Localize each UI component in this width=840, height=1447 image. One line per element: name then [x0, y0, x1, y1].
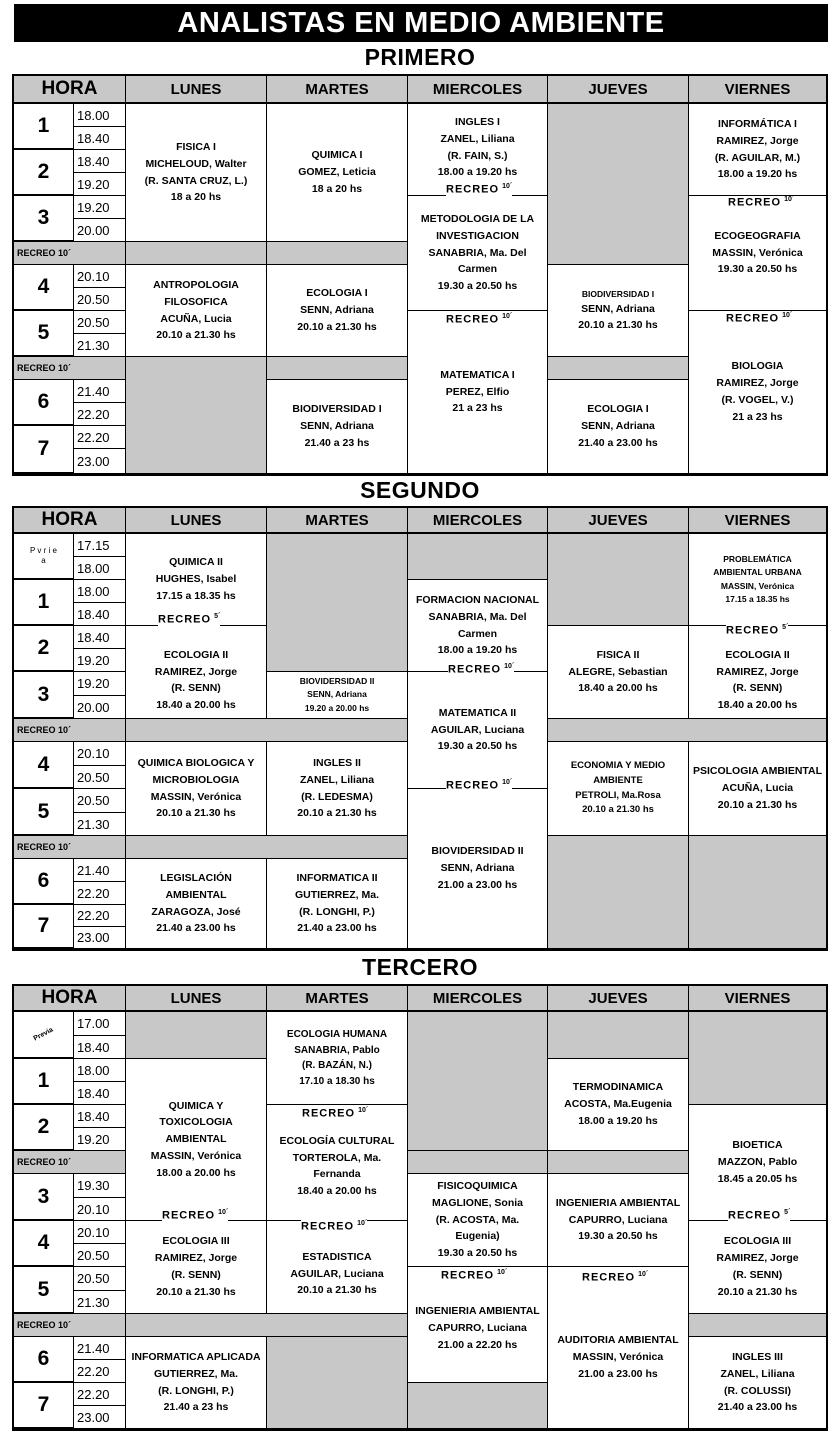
time-cell: 20.50 — [74, 1244, 126, 1267]
class-block: AUDITORIA AMBIENTAL MASSIN, Verónica 21.00 a 23.00 hs — [548, 1267, 689, 1429]
previa-label: P v r i e a — [14, 534, 74, 580]
section-title-primero: PRIMERO — [364, 44, 476, 70]
class-block: INGLES I ZANEL, Liliana (R. FAIN, S.) 18.00 a 19.20 hs — [408, 104, 548, 196]
recess-band — [548, 1151, 689, 1174]
class-block: FORMACION NACIONAL SANABRIA, Ma. Del Carmen 18.00 a 19.20 hs — [408, 580, 548, 672]
time-cell: 22.20 — [74, 1383, 126, 1406]
time-cell: 18.40 — [74, 1036, 126, 1059]
class-block: BIODIVERSIDAD I SENN, Adriana 20.10 a 21.30 hs — [548, 265, 689, 357]
period-number: 2 — [14, 626, 74, 672]
recreo-marker: RECREO $^{10´}$ — [446, 313, 513, 326]
time-cell: 18.40 — [74, 1105, 126, 1128]
class-block: ECOLOGÍA CULTURAL TORTEROLA, Ma. Fernanda 18.40 a 20.00 hs — [267, 1105, 408, 1221]
header-lunes: LUNES — [126, 76, 267, 104]
time-cell: 20.50 — [74, 311, 126, 334]
time-cell: 18.00 — [74, 580, 126, 603]
period-number: 6 — [14, 1337, 74, 1383]
recess-band — [689, 1314, 826, 1337]
time-cell: 17.00 — [74, 1012, 126, 1036]
class-block: QUIMICA Y TOXICOLOGIA AMBIENTAL MASSIN, Verónica 18.00 a 20.00 hs — [126, 1059, 267, 1221]
empty-slot — [689, 836, 826, 949]
time-cell: 22.20 — [74, 882, 126, 905]
class-block: BIOLOGIA RAMIREZ, Jorge (R. VOGEL, V.) 21 a 23 hs — [689, 311, 826, 474]
header-viernes: VIERNES — [689, 986, 826, 1012]
schedule-table-primero — [12, 74, 828, 476]
recreo-marker: RECREO $^{5´}$ — [728, 1209, 791, 1222]
recess-band — [126, 836, 408, 859]
recess-label: RECREO 10´ — [14, 242, 126, 265]
time-cell: 20.50 — [74, 766, 126, 789]
time-cell: 19.20 — [74, 196, 126, 219]
header-hora: HORA — [14, 986, 126, 1012]
recess-band — [126, 1314, 408, 1337]
class-block: ECOLOGIA III RAMIREZ, Jorge (R. SENN) 20.10 a 21.30 hs — [689, 1221, 826, 1314]
period-number: 4 — [14, 1221, 74, 1267]
class-block: BIOVIDERSIDAD II SENN, Adriana 21.00 a 23.00 hs — [408, 789, 548, 949]
previa-cell — [14, 1012, 74, 1059]
time-cell: 20.10 — [74, 265, 126, 288]
class-block: INFORMATICA APLICADA GUTIERREZ, Ma. (R. LONGHI, P.) 21.40 a 23 hs — [126, 1337, 267, 1429]
empty-slot — [548, 534, 689, 626]
recess-label: RECREO 10´ — [14, 1314, 126, 1337]
time-cell: 18.00 — [74, 557, 126, 580]
class-block: MATEMATICA II AGUILAR, Luciana 19.30 a 20.50 hs — [408, 672, 548, 789]
recess-band — [126, 719, 408, 742]
header-martes: MARTES — [267, 986, 408, 1012]
time-cell: 21.30 — [74, 1291, 126, 1314]
class-block: ECOGEOGRAFIA MASSIN, Verónica 19.30 a 20.50 hs — [689, 196, 826, 311]
recess-band — [267, 242, 408, 265]
empty-slot — [126, 1012, 267, 1059]
header-viernes: VIERNES — [689, 76, 826, 104]
recreo-marker: RECREO $^{10´}$ — [446, 183, 513, 196]
time-cell: 20.10 — [74, 742, 126, 766]
schedule-table-tercero — [12, 984, 828, 1431]
time-cell: 22.20 — [74, 403, 126, 426]
period-number: 4 — [14, 265, 74, 311]
time-cell: 20.00 — [74, 219, 126, 242]
class-block: ECOLOGIA I SENN, Adriana 21.40 a 23.00 hs — [548, 380, 689, 474]
period-number: 1 — [14, 580, 74, 626]
recreo-marker: RECREO $^{5´}$ — [726, 624, 789, 637]
empty-slot — [408, 1012, 548, 1151]
time-cell: 23.00 — [74, 1406, 126, 1429]
class-block: MATEMATICA I PEREZ, Elfio 21 a 23 hs — [408, 311, 548, 474]
time-cell: 21.40 — [74, 859, 126, 882]
class-block: FISICA II ALEGRE, Sebastian 18.40 a 20.00 hs — [548, 626, 689, 719]
period-number: 5 — [14, 789, 74, 836]
class-block: QUIMICA II HUGHES, Isabel 17.15 a 18.35 hs — [126, 534, 267, 626]
time-cell: 22.20 — [74, 905, 126, 927]
empty-slot — [689, 1012, 826, 1105]
time-cell: 18.40 — [74, 150, 126, 173]
period-number: 3 — [14, 1174, 74, 1221]
recess-band — [267, 357, 408, 380]
empty-slot — [126, 357, 267, 474]
period-number: 4 — [14, 742, 74, 789]
class-block: QUIMICA BIOLOGICA Y MICROBIOLOGIA MASSIN, Verónica 20.10 a 21.30 hs — [126, 742, 267, 836]
time-cell: 18.00 — [74, 1059, 126, 1082]
time-cell: 23.00 — [74, 927, 126, 949]
period-number: 3 — [14, 196, 74, 242]
header-jueves: JUEVES — [548, 76, 689, 104]
header-martes: MARTES — [267, 508, 408, 534]
time-cell: 19.20 — [74, 173, 126, 196]
header-viernes: VIERNES — [689, 508, 826, 534]
period-number: 5 — [14, 1267, 74, 1314]
empty-slot — [548, 104, 689, 265]
period-number: 5 — [14, 311, 74, 357]
class-block: BIOVIDERSIDAD II SENN, Adriana 19.20 a 20.00 hs — [267, 672, 408, 719]
period-number: 6 — [14, 859, 74, 905]
header-lunes: LUNES — [126, 508, 267, 534]
header-martes: MARTES — [267, 76, 408, 104]
time-cell: 20.10 — [74, 1221, 126, 1244]
period-number: 7 — [14, 1383, 74, 1429]
time-cell: 20.10 — [74, 1198, 126, 1221]
class-block: QUIMICA I GOMEZ, Leticia 18 a 20 hs — [267, 104, 408, 242]
recreo-marker: RECREO $^{10´}$ — [302, 1107, 369, 1120]
page-title: ANALISTAS EN MEDIO AMBIENTE — [14, 4, 828, 42]
recess-band — [548, 357, 689, 380]
time-cell: 18.40 — [74, 626, 126, 649]
period-number: 2 — [14, 150, 74, 196]
class-block: METODOLOGIA DE LA INVESTIGACION SANABRIA, Ma. Del Carmen 19.30 a 20.50 hs — [408, 196, 548, 311]
recess-label: RECREO 10´ — [14, 1151, 126, 1174]
time-cell: 20.00 — [74, 696, 126, 719]
period-number: 3 — [14, 672, 74, 719]
empty-slot — [408, 534, 548, 580]
time-cell: 18.40 — [74, 603, 126, 626]
class-block: ECOLOGIA HUMANA SANABRIA, Pablo (R. BAZÁN, N.) 17.10 a 18.30 hs — [267, 1012, 408, 1105]
class-block: FISICOQUIMICA MAGLIONE, Sonia (R. ACOSTA, Ma. Eugenia) 19.30 a 20.50 hs — [408, 1174, 548, 1267]
recess-label: RECREO 10´ — [14, 719, 126, 742]
time-cell: 19.20 — [74, 649, 126, 672]
period-number: 1 — [14, 104, 74, 150]
class-block: ECOLOGIA II RAMIREZ, Jorge (R. SENN) 18.40 a 20.00 hs — [126, 626, 267, 719]
time-cell: 20.50 — [74, 288, 126, 311]
class-block: ECONOMIA Y MEDIO AMBIENTE PETROLI, Ma.Rosa 20.10 a 21.30 hs — [548, 742, 689, 836]
time-cell: 18.40 — [74, 127, 126, 150]
header-hora: HORA — [14, 76, 126, 104]
header-miercoles: MIERCOLES — [408, 508, 548, 534]
period-number: 2 — [14, 1105, 74, 1151]
header-lunes: LUNES — [126, 986, 267, 1012]
class-block: ANTROPOLOGIA FILOSOFICA ACUÑA, Lucia 20.10 a 21.30 hs — [126, 265, 267, 357]
time-cell: 21.30 — [74, 334, 126, 357]
class-block: INFORMATICA II GUTIERREZ, Ma. (R. LONGHI, P.) 21.40 a 23.00 hs — [267, 859, 408, 949]
time-cell: 17.15 — [74, 534, 126, 557]
class-block: INGENIERIA AMBIENTAL CAPURRO, Luciana 19.30 a 20.50 hs — [548, 1174, 689, 1267]
time-cell: 18.40 — [74, 1082, 126, 1105]
recess-band — [408, 1151, 548, 1174]
class-block: ESTADISTICA AGUILAR, Luciana 20.10 a 21.30 hs — [267, 1221, 408, 1314]
class-block: ECOLOGIA III RAMIREZ, Jorge (R. SENN) 20.10 a 21.30 hs — [126, 1221, 267, 1314]
recreo-marker: RECREO $^{10´}$ — [726, 312, 793, 325]
period-number: 1 — [14, 1059, 74, 1105]
time-cell: 21.30 — [74, 813, 126, 836]
section-title-segundo: SEGUNDO — [360, 477, 480, 503]
class-block: INFORMÁTICA I RAMIREZ, Jorge (R. AGUILAR, M.) 18.00 a 19.20 hs — [689, 104, 826, 196]
time-cell: 22.20 — [74, 426, 126, 449]
recreo-marker: RECREO $^{10´}$ — [448, 663, 515, 676]
time-cell: 19.20 — [74, 1128, 126, 1151]
recess-band — [548, 719, 826, 742]
time-cell: 21.40 — [74, 380, 126, 403]
recreo-marker: RECREO $^{10´}$ — [441, 1269, 508, 1282]
class-block: ECOLOGIA I SENN, Adriana 20.10 a 21.30 hs — [267, 265, 408, 357]
class-block: TERMODINAMICA ACOSTA, Ma.Eugenia 18.00 a 19.20 hs — [548, 1059, 689, 1151]
time-cell: 20.50 — [74, 789, 126, 813]
class-block: INGLES II ZANEL, Liliana (R. LEDESMA) 20.10 a 21.30 hs — [267, 742, 408, 836]
section-title-tercero: TERCERO — [362, 954, 478, 980]
time-cell: 18.00 — [74, 104, 126, 127]
schedule-table-segundo — [12, 506, 828, 951]
class-block: PSICOLOGIA AMBIENTAL ACUÑA, Lucia 20.10 a 21.30 hs — [689, 742, 826, 836]
class-block: BIOETICA MAZZON, Pablo 18.45 a 20.05 hs — [689, 1105, 826, 1221]
recess-band — [126, 242, 267, 265]
header-jueves: JUEVES — [548, 986, 689, 1012]
header-miercoles: MIERCOLES — [408, 76, 548, 104]
empty-slot — [267, 534, 408, 672]
class-block: INGLES III ZANEL, Liliana (R. COLUSSI) 21.40 a 23.00 hs — [689, 1337, 826, 1429]
empty-slot — [408, 1383, 548, 1429]
recreo-marker: RECREO $^{10´}$ — [301, 1220, 368, 1233]
period-number: 7 — [14, 905, 74, 949]
header-hora: HORA — [14, 508, 126, 534]
class-block: FISICA I MICHELOUD, Walter (R. SANTA CRUZ, L.) 18 a 20 hs — [126, 104, 267, 242]
class-block: ECOLOGIA II RAMIREZ, Jorge (R. SENN) 18.40 a 20.00 hs — [689, 626, 826, 719]
time-cell: 22.20 — [74, 1360, 126, 1383]
previa-label: Previa — [32, 1026, 55, 1043]
header-jueves: JUEVES — [548, 508, 689, 534]
empty-slot — [548, 1012, 689, 1059]
header-miercoles: MIERCOLES — [408, 986, 548, 1012]
period-number: 6 — [14, 380, 74, 426]
empty-slot — [548, 836, 689, 949]
class-block: BIODIVERSIDAD I SENN, Adriana 21.40 a 23 hs — [267, 380, 408, 474]
recess-label: RECREO 10´ — [14, 836, 126, 859]
recreo-marker: RECREO $^{10´}$ — [582, 1271, 649, 1284]
empty-slot — [267, 1337, 408, 1429]
time-cell: 19.30 — [74, 1174, 126, 1198]
time-cell: 23.00 — [74, 449, 126, 474]
time-cell: 20.50 — [74, 1267, 126, 1291]
recreo-marker: RECREO $^{10´}$ — [446, 779, 513, 792]
period-number: 7 — [14, 426, 74, 474]
class-block: LEGISLACIÓN AMBIENTAL ZARAGOZA, José 21.40 a 23.00 hs — [126, 859, 267, 949]
class-block: PROBLEMÁTICA AMBIENTAL URBANA MASSIN, Verónica 17.15 a 18.35 hs — [689, 534, 826, 626]
time-cell: 21.40 — [74, 1337, 126, 1360]
recreo-marker: RECREO $^{5´}$ — [158, 613, 221, 626]
class-block: INGENIERIA AMBIENTAL CAPURRO, Luciana 21.00 a 22.20 hs — [408, 1267, 548, 1383]
recreo-marker: RECREO $^{10´}$ — [728, 196, 795, 209]
recreo-marker: RECREO $^{10´}$ — [162, 1209, 229, 1222]
time-cell: 19.20 — [74, 672, 126, 696]
recess-label: RECREO 10´ — [14, 357, 126, 380]
